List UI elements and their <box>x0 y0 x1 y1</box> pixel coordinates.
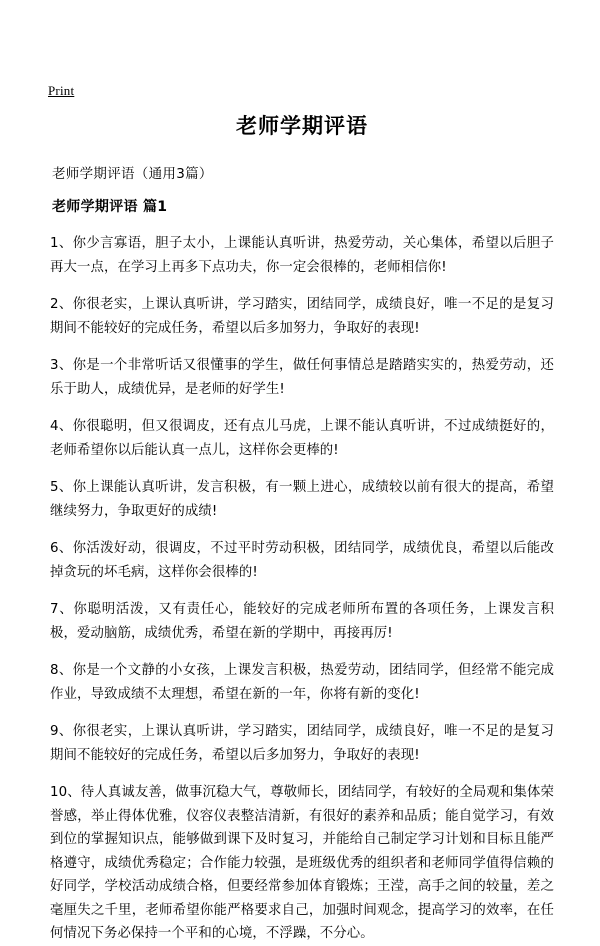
section-heading: 老师学期评语 篇1 <box>52 199 168 215</box>
paragraph: 3、你是一个非常听话又很懂事的学生，做任何事情总是踏踏实实的，热爱劳动，还乐于助人，成绩优异，是老师的好学生! <box>50 358 554 397</box>
paragraph: 5、你上课能认真听讲，发言积极，有一颗上进心，成绩较以前有很大的提高，希望继续努力，争取更好的成绩! <box>50 480 554 519</box>
document-body <box>50 110 554 946</box>
paragraph: 6、你活泼好动，很调皮，不过平时劳动积极，团结同学，成绩优良，希望以后能改掉贪玩的坏毛病，这样你会很棒的! <box>50 541 554 580</box>
page-title: 老师学期评语 <box>236 114 368 138</box>
paragraph: 9、你很老实，上课认真听讲，学习踏实，团结同学，成绩良好，唯一不足的是复习期间不能较好的完成任务，希望以后多加努力，争取好的表现! <box>50 724 554 763</box>
paragraph: 8、你是一个文静的小女孩，上课发言积极，热爱劳动，团结同学，但经常不能完成作业，导致成绩不太理想，希望在新的一年，你将有新的变化! <box>50 663 554 702</box>
paragraph: 2、你很老实，上课认真听讲，学习踏实，团结同学，成绩良好，唯一不足的是复习期间不能较好的完成任务，希望以后多加努力，争取好的表现! <box>50 297 554 336</box>
paragraph: 1、你少言寡语，胆子太小，上课能认真听讲，热爱劳动，关心集体，希望以后胆子再大一点，在学习上再多下点功夫，你一定会很棒的，老师相信你! <box>50 236 554 275</box>
paragraph: 10、待人真诚友善，做事沉稳大气，尊敬师长，团结同学，有较好的全局观和集体荣誉感，举止得体优雅，仪容仪表整洁清新，有很好的素养和品质；能自觉学习，有效到位的掌握知识点，能够做到课下及时复习，并能给自己制定学习计划和目标且能严格遵守，成绩优秀稳定；合作能力较强，是班级优秀的组织者和老师同学值得信赖的好同学，学校活动成绩合格，但要经常参加体育锻炼；王滢，高手之间的较量，差之毫厘失之千里，老师希望你能严格要求自己，加强时间观念，提高学习的效率，在任何情况下务必保持一个平和的心境，不浮躁，不分心。 <box>50 785 554 941</box>
paragraph: 7、你聪明活泼，又有责任心，能较好的完成老师所布置的各项任务，上课发言积极，爱动脑筋，成绩优秀，希望在新的学期中，再接再厉! <box>50 602 554 641</box>
print-link[interactable]: Print <box>48 83 75 98</box>
paragraph: 4、你很聪明，但又很调皮，还有点儿马虎，上课不能认真听讲，不过成绩挺好的，老师希望你以后能认真一点儿，这样你会更棒的! <box>50 419 554 458</box>
document-subtitle: 老师学期评语（通用3篇） <box>52 166 213 182</box>
